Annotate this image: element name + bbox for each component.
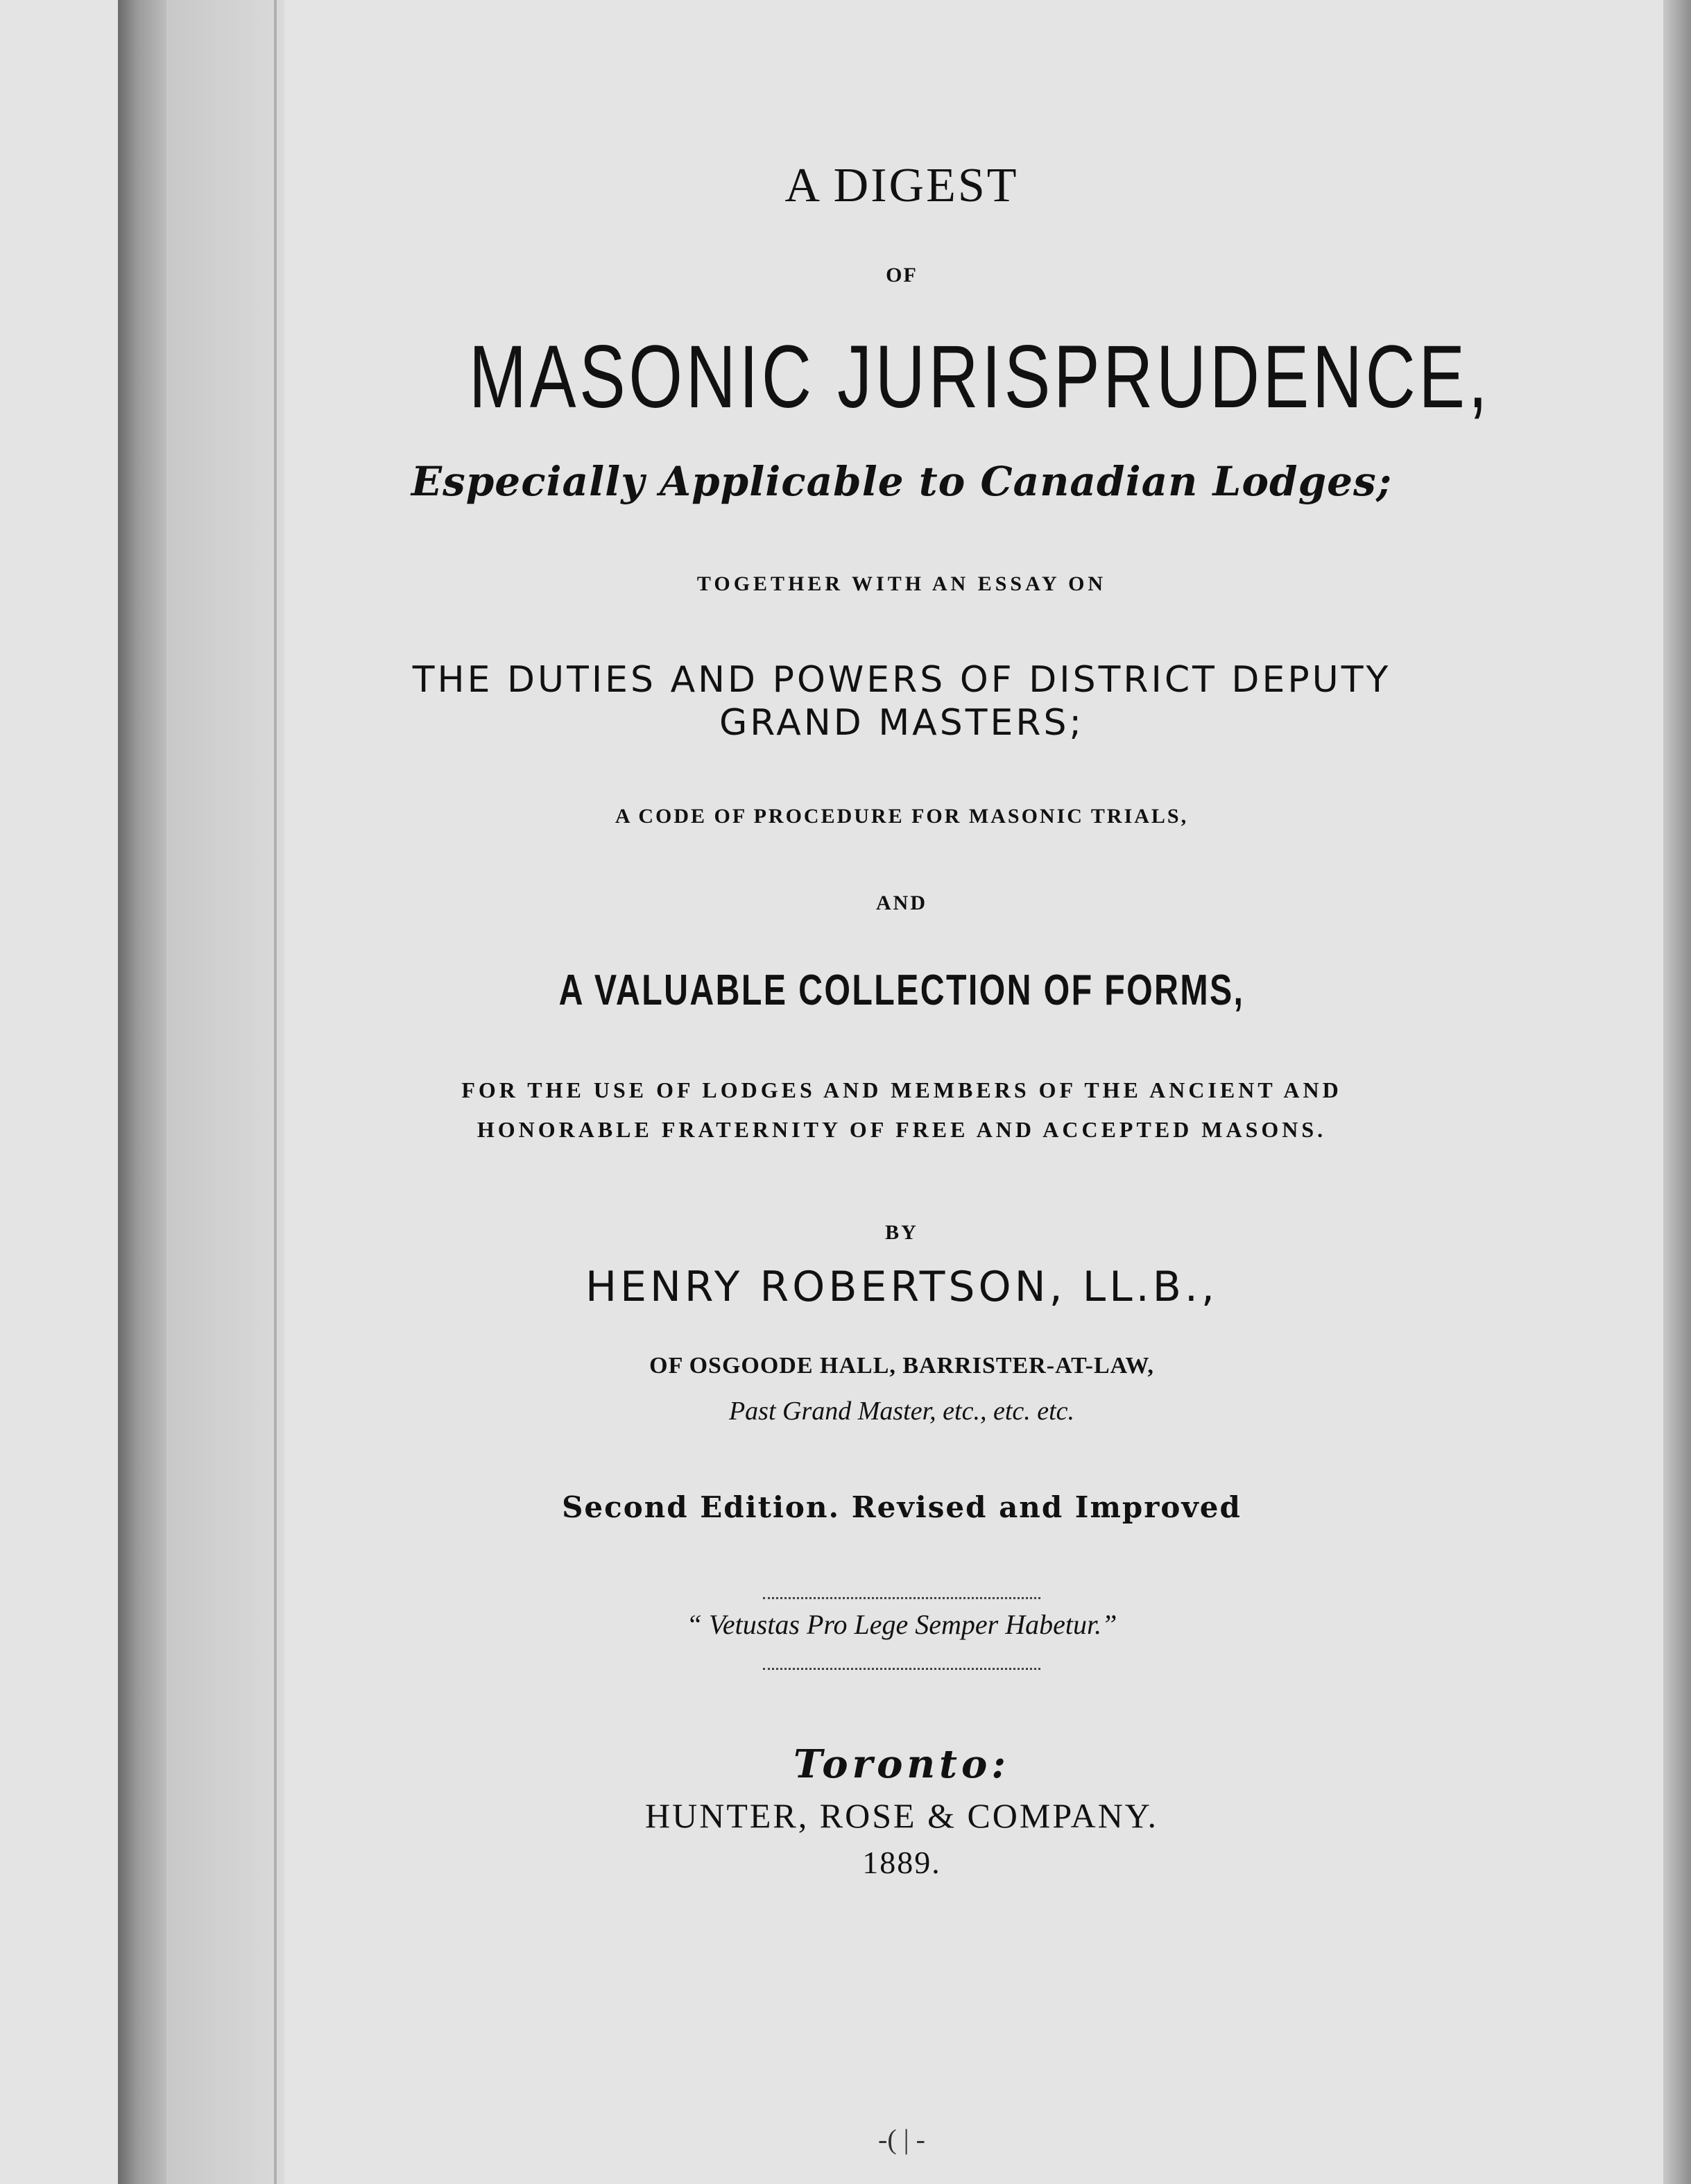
- edition-line: Second Edition. Revised and Improved: [562, 1490, 1242, 1524]
- publication-year: 1889.: [862, 1845, 941, 1880]
- by-line: BY: [885, 1221, 918, 1244]
- dotted-rule-top: [763, 1597, 1040, 1599]
- author-affiliation: OF OSGOODE HALL, BARRISTER-AT-LAW,: [649, 1353, 1154, 1379]
- binding-line: [274, 0, 277, 2184]
- use-line-1: FOR THE USE OF LODGES AND MEMBERS OF THE ANCIENT AND: [461, 1077, 1342, 1102]
- main-title: MASONIC JURISPRUDENCE,: [469, 327, 1491, 427]
- page-edge: [1663, 0, 1691, 2184]
- together-with-line: TOGETHER WITH AN ESSAY ON: [696, 572, 1107, 595]
- heading-a-digest: A DIGEST: [784, 159, 1019, 212]
- author-title: Past Grand Master, etc., etc. etc.: [728, 1397, 1075, 1426]
- use-line-2: HONORABLE FRATERNITY OF FREE AND ACCEPTED MASONS.: [477, 1117, 1327, 1142]
- and-line: AND: [876, 891, 927, 914]
- duties-line-2: GRAND MASTERS;: [719, 702, 1085, 744]
- heading-of: OF: [886, 264, 918, 287]
- title-page-content: [347, 0, 1491, 2184]
- binding-margin: [166, 0, 284, 2184]
- dotted-rule-bottom: [763, 1668, 1040, 1670]
- duties-line-1: THE DUTIES AND POWERS OF DISTRICT DEPUTY: [412, 659, 1391, 701]
- publisher: HUNTER, ROSE & COMPANY.: [645, 1796, 1158, 1835]
- binding-shadow: [118, 0, 166, 2184]
- subtitle-blackletter: Especially Applicable to Canadian Lodges;: [411, 458, 1393, 505]
- collection-line: A VALUABLE COLLECTION OF FORMS,: [558, 966, 1245, 1014]
- place-of-publication: Toronto:: [793, 1741, 1011, 1787]
- author-name: HENRY ROBERTSON, LL.B.,: [585, 1263, 1219, 1311]
- page-mark: -( | -: [878, 2124, 925, 2155]
- motto: “ Vetustas Pro Lege Semper Habetur.”: [686, 1609, 1117, 1640]
- code-of-procedure-line: A CODE OF PROCEDURE FOR MASONIC TRIALS,: [615, 805, 1189, 828]
